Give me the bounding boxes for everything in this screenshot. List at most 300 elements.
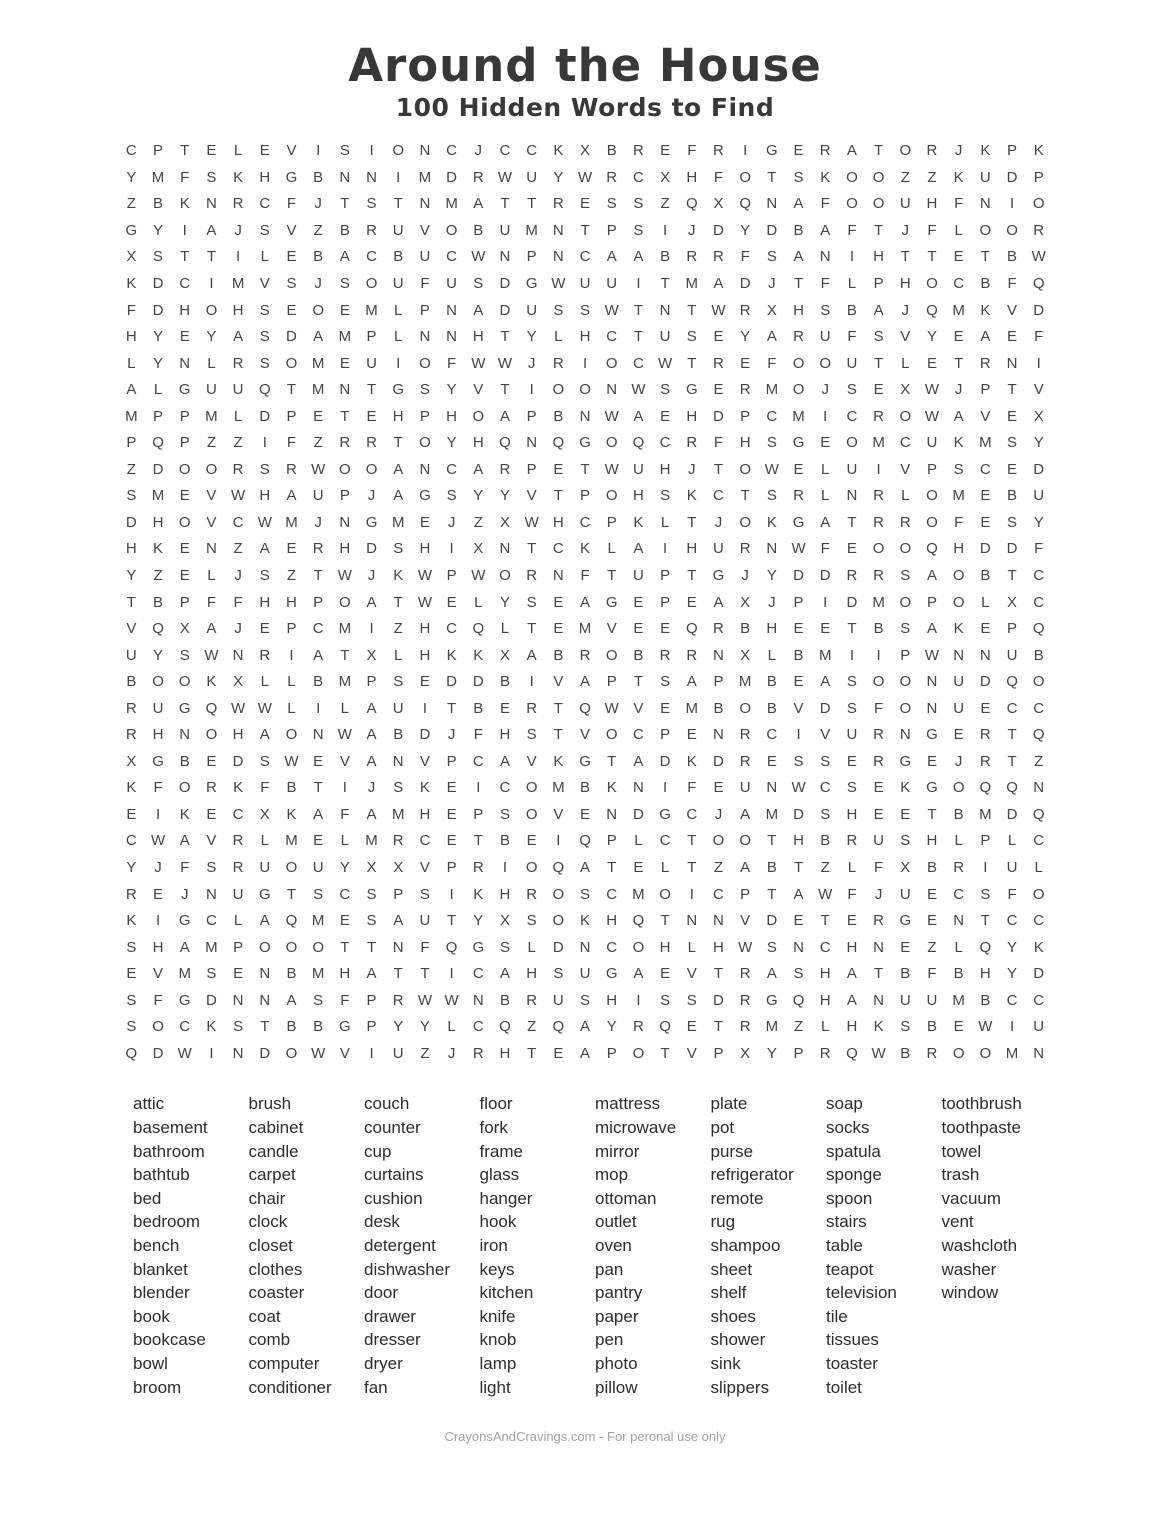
grid-letter: A	[633, 752, 644, 770]
grid-letter: R	[232, 460, 244, 478]
grid-letter: L	[474, 593, 483, 611]
word-item: vent	[941, 1212, 974, 1232]
grid-letter: S	[339, 142, 350, 160]
grid-letter: K	[126, 912, 137, 930]
grid-letter: R	[526, 991, 538, 1009]
grid-letter: W	[471, 354, 486, 372]
grid-letter: X	[473, 540, 484, 558]
grid-letter: M	[391, 805, 405, 823]
grid-letter: N	[232, 646, 244, 664]
word-item: microwave	[595, 1117, 677, 1137]
grid-letter: E	[286, 301, 297, 319]
grid-letter: P	[606, 1044, 617, 1062]
grid-letter: U	[552, 991, 564, 1009]
grid-letter: G	[178, 991, 191, 1009]
grid-letter: A	[793, 195, 804, 213]
grid-letter: K	[153, 540, 164, 558]
grid-letter: J	[688, 221, 696, 239]
grid-letter: T	[687, 567, 697, 584]
grid-letter: O	[499, 567, 511, 584]
grid-letter: G	[712, 567, 725, 584]
grid-letter: Y	[473, 487, 484, 505]
grid-letter: M	[231, 274, 245, 292]
grid-letter: L	[287, 699, 296, 717]
grid-letter: F	[847, 221, 857, 239]
grid-row	[118, 669, 1052, 696]
grid-letter: Q	[499, 434, 511, 452]
grid-letter: J	[234, 620, 242, 638]
grid-letter: R	[713, 354, 724, 372]
grid-letter: O	[872, 673, 885, 691]
grid-letter: E	[179, 328, 190, 346]
grid-letter: E	[633, 859, 644, 877]
grid-letter: M	[685, 699, 699, 717]
grid-letter: W	[417, 567, 432, 584]
grid-letter: T	[687, 354, 697, 372]
grid-letter: I	[236, 248, 241, 266]
grid-letter: A	[366, 965, 377, 983]
word-item: floor	[479, 1094, 513, 1114]
grid-letter: S	[1007, 434, 1018, 452]
grid-letter: L	[1007, 832, 1017, 850]
grid-letter: L	[821, 1018, 830, 1036]
grid-letter: R	[526, 699, 538, 717]
grid-letter: G	[339, 1018, 351, 1036]
grid-letter: M	[338, 673, 352, 691]
grid-letter: Q	[685, 195, 698, 213]
word-item: iron	[479, 1235, 508, 1255]
grid-letter: E	[419, 673, 430, 691]
grid-letter: B	[499, 832, 510, 850]
grid-letter: N	[766, 195, 778, 213]
grid-letter: H	[873, 248, 885, 266]
grid-letter: W	[497, 168, 513, 186]
word-item: carpet	[248, 1165, 296, 1185]
grid-letter: F	[206, 593, 216, 611]
grid-letter: J	[954, 381, 963, 399]
grid-letter: R	[873, 726, 885, 744]
grid-letter: Y	[473, 912, 484, 930]
grid-letter: O	[739, 699, 751, 717]
grid-letter: Q	[152, 620, 164, 638]
grid-letter: O	[605, 434, 618, 452]
grid-row	[118, 218, 1052, 245]
grid-letter: M	[365, 301, 378, 319]
grid-letter: E	[926, 885, 937, 903]
word-item: ottoman	[595, 1188, 657, 1208]
grid-letter: A	[820, 221, 831, 239]
grid-letter: U	[1033, 487, 1045, 505]
grid-letter: I	[422, 699, 427, 717]
grid-letter: P	[606, 221, 617, 239]
grid-letter: P	[606, 513, 617, 531]
grid-letter: U	[499, 221, 511, 239]
grid-letter: Q	[1006, 779, 1018, 797]
grid-letter: S	[499, 805, 510, 823]
grid-letter: D	[1033, 965, 1045, 983]
grid-letter: N	[632, 779, 644, 797]
grid-letter: D	[1006, 805, 1018, 823]
grid-letter: W	[337, 567, 352, 584]
grid-letter: N	[392, 938, 404, 956]
grid-letter: N	[606, 381, 618, 399]
grid-letter: V	[553, 805, 564, 823]
grid-letter: K	[233, 168, 244, 186]
grid-letter: E	[980, 513, 991, 531]
grid-letter: E	[793, 142, 804, 160]
grid-letter: O	[872, 195, 885, 213]
grid-letter: M	[952, 487, 965, 505]
grid-letter: Z	[927, 938, 937, 956]
grid-letter: H	[339, 965, 351, 983]
grid-letter: I	[636, 991, 641, 1009]
grid-letter: S	[633, 195, 644, 213]
grid-letter: N	[793, 938, 804, 956]
grid-letter: G	[258, 885, 271, 903]
grid-letter: O	[1032, 885, 1045, 903]
grid-letter: O	[605, 487, 618, 505]
grid-letter: J	[447, 1044, 456, 1062]
grid-letter: M	[311, 912, 325, 930]
word-item: remote	[710, 1188, 764, 1208]
grid-letter: C	[205, 912, 217, 930]
grid-letter: U	[125, 646, 137, 664]
grid-letter: D	[819, 699, 831, 717]
grid-letter: V	[206, 832, 217, 850]
grid-row	[118, 536, 1052, 563]
grid-letter: R	[392, 832, 404, 850]
grid-letter: A	[846, 965, 857, 983]
grid-letter: A	[633, 965, 644, 983]
grid-letter: N	[232, 1044, 244, 1062]
grid-letter: T	[366, 938, 377, 956]
grid-letter: D	[152, 1044, 164, 1062]
grid-letter: Q	[499, 1018, 511, 1036]
grid-letter: R	[739, 381, 751, 399]
grid-letter: T	[473, 832, 483, 850]
grid-letter: G	[605, 593, 618, 611]
grid-letter: W	[257, 699, 272, 717]
grid-letter: B	[900, 965, 911, 983]
word-item: spoon	[826, 1188, 873, 1208]
grid-letter: K	[233, 779, 244, 797]
word-list-column	[595, 1092, 711, 1399]
grid-letter: E	[313, 752, 324, 770]
grid-letter: K	[953, 434, 964, 452]
grid-letter: V	[820, 726, 831, 744]
grid-letter: Q	[926, 540, 938, 558]
grid-letter: W	[764, 460, 779, 478]
grid-letter: H	[793, 301, 804, 319]
grid-letter: C	[1006, 991, 1018, 1009]
grid-letter: C	[659, 434, 671, 452]
grid-letter: F	[954, 513, 964, 531]
grid-letter: F	[874, 699, 884, 717]
grid-letter: Z	[927, 168, 937, 186]
grid-letter: F	[874, 859, 884, 877]
grid-letter: Q	[552, 434, 565, 452]
grid-letter: N	[419, 328, 431, 346]
grid-letter: P	[526, 248, 537, 266]
grid-letter: H	[125, 540, 137, 558]
grid-letter: C	[1033, 832, 1045, 850]
grid-letter: O	[846, 195, 858, 213]
grid-letter: S	[900, 832, 911, 850]
grid-letter: O	[739, 460, 751, 478]
grid-letter: C	[579, 513, 591, 531]
grid-letter: M	[365, 832, 378, 850]
word-item: teapot	[826, 1259, 874, 1279]
grid-letter: T	[580, 460, 590, 478]
grid-letter: Q	[1032, 805, 1045, 823]
grid-letter: D	[632, 805, 644, 823]
grid-letter: R	[899, 513, 911, 531]
grid-letter: H	[499, 885, 511, 903]
grid-letter: W	[444, 991, 459, 1009]
grid-letter: G	[579, 434, 591, 452]
grid-letter: N	[232, 991, 244, 1009]
grid-letter: G	[152, 752, 164, 770]
grid-letter: S	[900, 620, 911, 638]
grid-letter: T	[1007, 567, 1017, 584]
grid-letter: N	[339, 381, 351, 399]
grid-letter: E	[926, 354, 937, 372]
grid-letter: K	[393, 567, 404, 584]
grid-row	[118, 324, 1052, 351]
grid-letter: L	[687, 938, 696, 956]
grid-letter: L	[847, 274, 857, 292]
grid-letter: B	[126, 673, 137, 691]
grid-letter: R	[793, 487, 804, 505]
grid-letter: J	[180, 885, 189, 903]
grid-letter: S	[393, 540, 404, 558]
word-item: washcloth	[941, 1235, 1018, 1255]
grid-letter: O	[926, 274, 938, 292]
grid-letter: A	[580, 593, 591, 611]
grid-letter: T	[126, 593, 136, 611]
grid-letter: A	[953, 407, 964, 425]
grid-letter: O	[846, 434, 858, 452]
page-subtitle: 100 Hidden Words to Find	[395, 93, 775, 123]
grid-letter: G	[792, 434, 805, 452]
grid-letter: M	[818, 646, 832, 664]
grid-letter: F	[420, 938, 430, 956]
grid-letter: L	[500, 620, 510, 638]
grid-letter: B	[1007, 487, 1018, 505]
word-item: cup	[364, 1141, 392, 1161]
grid-letter: O	[605, 354, 618, 372]
grid-letter: A	[499, 752, 510, 770]
grid-letter: N	[953, 646, 965, 664]
grid-letter: T	[1007, 381, 1017, 399]
grid-letter: R	[819, 1044, 831, 1062]
grid-letter: R	[366, 434, 377, 452]
grid-letter: O	[205, 726, 218, 744]
grid-letter: H	[739, 434, 751, 452]
grid-letter: F	[767, 354, 777, 372]
grid-letter: S	[580, 301, 591, 319]
grid-letter: A	[366, 726, 377, 744]
grid-letter: Z	[233, 540, 243, 558]
grid-letter: N	[606, 805, 618, 823]
grid-letter: Q	[258, 381, 271, 399]
grid-letter: A	[580, 673, 591, 691]
grid-letter: L	[554, 328, 563, 346]
grid-letter: E	[446, 593, 457, 611]
grid-letter: V	[259, 274, 270, 292]
grid-letter: K	[606, 779, 617, 797]
grid-letter: M	[445, 195, 458, 213]
grid-letter: K	[953, 620, 964, 638]
grid-letter: X	[499, 912, 510, 930]
grid-letter: P	[900, 646, 911, 664]
grid-letter: V	[1033, 381, 1044, 399]
grid-letter: N	[552, 221, 564, 239]
grid-letter: T	[687, 859, 697, 877]
grid-letter: T	[366, 381, 377, 399]
grid-letter: Z	[793, 1018, 804, 1036]
grid-letter: E	[179, 540, 190, 558]
grid-letter: F	[580, 567, 590, 584]
grid-row	[118, 1014, 1052, 1041]
grid-letter: I	[796, 726, 801, 744]
grid-letter: S	[580, 991, 591, 1009]
grid-letter: J	[874, 885, 883, 903]
grid-letter: P	[660, 726, 671, 744]
grid-letter: E	[820, 620, 831, 638]
grid-letter: E	[313, 407, 324, 425]
grid-letter: S	[846, 779, 857, 797]
word-item: keys	[479, 1259, 515, 1279]
grid-letter: K	[419, 779, 430, 797]
grid-letter: F	[847, 328, 857, 346]
grid-letter: Q	[632, 912, 645, 930]
grid-letter: A	[313, 646, 324, 664]
grid-letter: B	[393, 726, 404, 744]
grid-letter: Q	[472, 620, 485, 638]
grid-letter: L	[901, 354, 910, 372]
grid-letter: S	[686, 991, 697, 1009]
grid-letter: S	[820, 301, 831, 319]
grid-letter: E	[206, 805, 217, 823]
grid-letter: Y	[126, 859, 137, 877]
grid-row	[118, 696, 1052, 723]
grid-letter: L	[153, 381, 163, 399]
grid-letter: R	[366, 221, 377, 239]
grid-letter: J	[901, 301, 910, 319]
word-item: refrigerator	[710, 1165, 794, 1185]
grid-letter: O	[899, 673, 912, 691]
grid-letter: G	[365, 513, 378, 531]
grid-letter: I	[369, 1044, 374, 1062]
grid-letter: A	[633, 248, 644, 266]
grid-letter: U	[526, 168, 538, 186]
grid-letter: H	[499, 1044, 511, 1062]
grid-letter: M	[578, 620, 592, 638]
grid-letter: T	[607, 752, 617, 770]
word-item: closet	[248, 1235, 293, 1255]
grid-letter: R	[953, 859, 965, 877]
grid-letter: T	[927, 248, 937, 266]
grid-letter: W	[738, 938, 753, 956]
grid-letter: N	[339, 168, 351, 186]
grid-letter: T	[340, 407, 350, 425]
grid-letter: U	[392, 274, 404, 292]
grid-letter: T	[180, 248, 190, 266]
grid-letter: U	[926, 991, 938, 1009]
word-item: spatula	[826, 1141, 881, 1161]
grid-letter: O	[525, 805, 538, 823]
grid-letter: R	[686, 646, 698, 664]
grid-letter: R	[739, 1018, 751, 1036]
grid-letter: H	[926, 832, 938, 850]
word-item: mirror	[595, 1141, 640, 1161]
grid-letter: U	[205, 381, 217, 399]
grid-letter: T	[286, 885, 297, 903]
word-list-column	[480, 1092, 596, 1399]
grid-letter: L	[340, 699, 350, 717]
grid-letter: O	[339, 593, 351, 611]
grid-letter: P	[179, 407, 190, 425]
grid-letter: B	[580, 779, 591, 797]
grid-letter: O	[152, 673, 164, 691]
grid-letter: T	[607, 859, 617, 877]
grid-letter: O	[178, 460, 191, 478]
grid-letter: X	[580, 142, 591, 160]
grid-letter: E	[553, 620, 564, 638]
grid-letter: J	[954, 142, 963, 160]
grid-letter: E	[873, 805, 884, 823]
grid-letter: M	[872, 593, 885, 611]
grid-letter: P	[286, 407, 297, 425]
grid-letter: I	[342, 779, 347, 797]
grid-letter: Q	[552, 859, 565, 877]
grid-letter: O	[285, 938, 298, 956]
grid-letter: S	[233, 1018, 244, 1036]
grid-letter: H	[606, 991, 618, 1009]
grid-letter: C	[953, 885, 965, 903]
grid-letter: H	[419, 540, 431, 558]
grid-row	[118, 1041, 1052, 1068]
grid-letter: Z	[393, 620, 403, 638]
grid-letter: C	[499, 142, 511, 160]
grid-letter: V	[206, 513, 217, 531]
grid-letter: A	[179, 938, 190, 956]
grid-letter: U	[526, 301, 538, 319]
grid-letter: R	[125, 885, 137, 903]
grid-letter: O	[178, 779, 191, 797]
grid-letter: H	[819, 991, 831, 1009]
grid-letter: Z	[126, 195, 136, 213]
grid-letter: L	[847, 859, 857, 877]
grid-letter: K	[580, 912, 591, 930]
grid-letter: C	[499, 779, 511, 797]
grid-letter: B	[606, 142, 617, 160]
grid-row	[118, 722, 1052, 749]
grid-letter: B	[793, 646, 804, 664]
grid-letter: Z	[153, 567, 163, 584]
grid-letter: E	[233, 965, 244, 983]
grid-letter: B	[980, 991, 991, 1009]
grid-letter: W	[924, 381, 940, 399]
word-item: basement	[133, 1117, 208, 1137]
grid-letter: K	[686, 487, 697, 505]
grid-letter: J	[447, 513, 456, 531]
grid-letter: U	[152, 699, 164, 717]
grid-letter: N	[205, 195, 217, 213]
grid-letter: X	[366, 646, 377, 664]
grid-letter: C	[366, 248, 377, 266]
